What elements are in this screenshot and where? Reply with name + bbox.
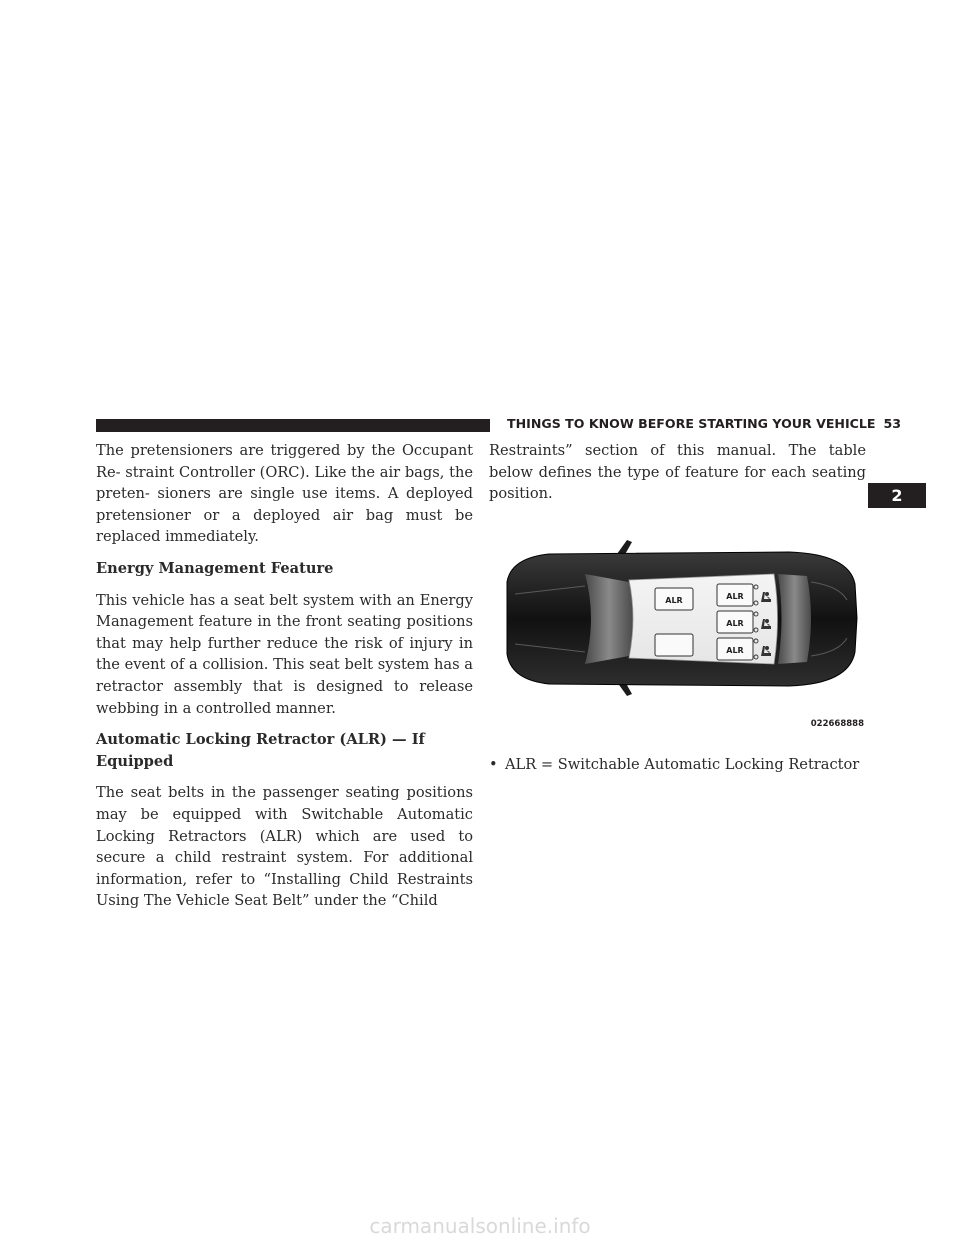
right-column bbox=[489, 440, 866, 505]
alr-label-rear-left: ALR bbox=[726, 592, 744, 601]
alr-heading: Automatic Locking Retractor (ALR) — If Equipped bbox=[96, 731, 425, 770]
front-driver-seat bbox=[655, 634, 693, 656]
page-number: 53 bbox=[883, 416, 902, 431]
alr-label-front: ALR bbox=[665, 596, 683, 605]
vehicle-top-view-illustration bbox=[489, 534, 866, 730]
section-title: THINGS TO KNOW BEFORE STARTING YOUR VEHICLE bbox=[507, 416, 876, 431]
windshield bbox=[585, 574, 633, 664]
bullet-marker: • bbox=[489, 756, 498, 773]
left-column bbox=[96, 440, 473, 912]
running-header bbox=[507, 416, 902, 431]
legend-text: ALR = Switchable Automatic Locking Retractor bbox=[505, 756, 860, 773]
header-rule bbox=[96, 419, 490, 432]
vehicle-seating-diagram bbox=[489, 534, 866, 730]
energy-management-heading: Energy Management Feature bbox=[96, 559, 334, 577]
alr-label-rear-right: ALR bbox=[726, 646, 744, 655]
figure-code: 022668888 bbox=[810, 719, 864, 729]
cabin-roof bbox=[629, 574, 778, 664]
chapter-tab: 2 bbox=[868, 483, 926, 508]
rear-window bbox=[778, 574, 811, 664]
alr-paragraph: The seat belts in the passenger seating positions may be equipped with Switchable Automatic Locking Retractors (ALR) which are used to secure a child restraint system. For additional information, refer to “Installing Child Restraints Using The Vehicle Seat Belt” under the “Child bbox=[96, 784, 473, 910]
alr-label-rear-center: ALR bbox=[726, 619, 744, 628]
pretensioner-paragraph: The pretensioners are triggered by the Occupant Re- straint Controller (ORC). Like the air bags, the preten- sioners are single use items. A deployed pretensioner or a deployed air bag must be replaced immediately. bbox=[96, 442, 473, 546]
legend-bullet-item bbox=[489, 754, 866, 776]
watermark: carmanualsonline.info bbox=[369, 1214, 591, 1238]
energy-management-paragraph: This vehicle has a seat belt system with an Energy Management feature in the front seating positions that may help further reduce the risk of injury in the event of a collision. This seat belt system has a retractor assembly that is designed to release webbing in a controlled manner. bbox=[96, 591, 473, 717]
continued-paragraph: Restraints” section of this manual. The table below defines the type of feature for each seating position. bbox=[489, 442, 866, 503]
